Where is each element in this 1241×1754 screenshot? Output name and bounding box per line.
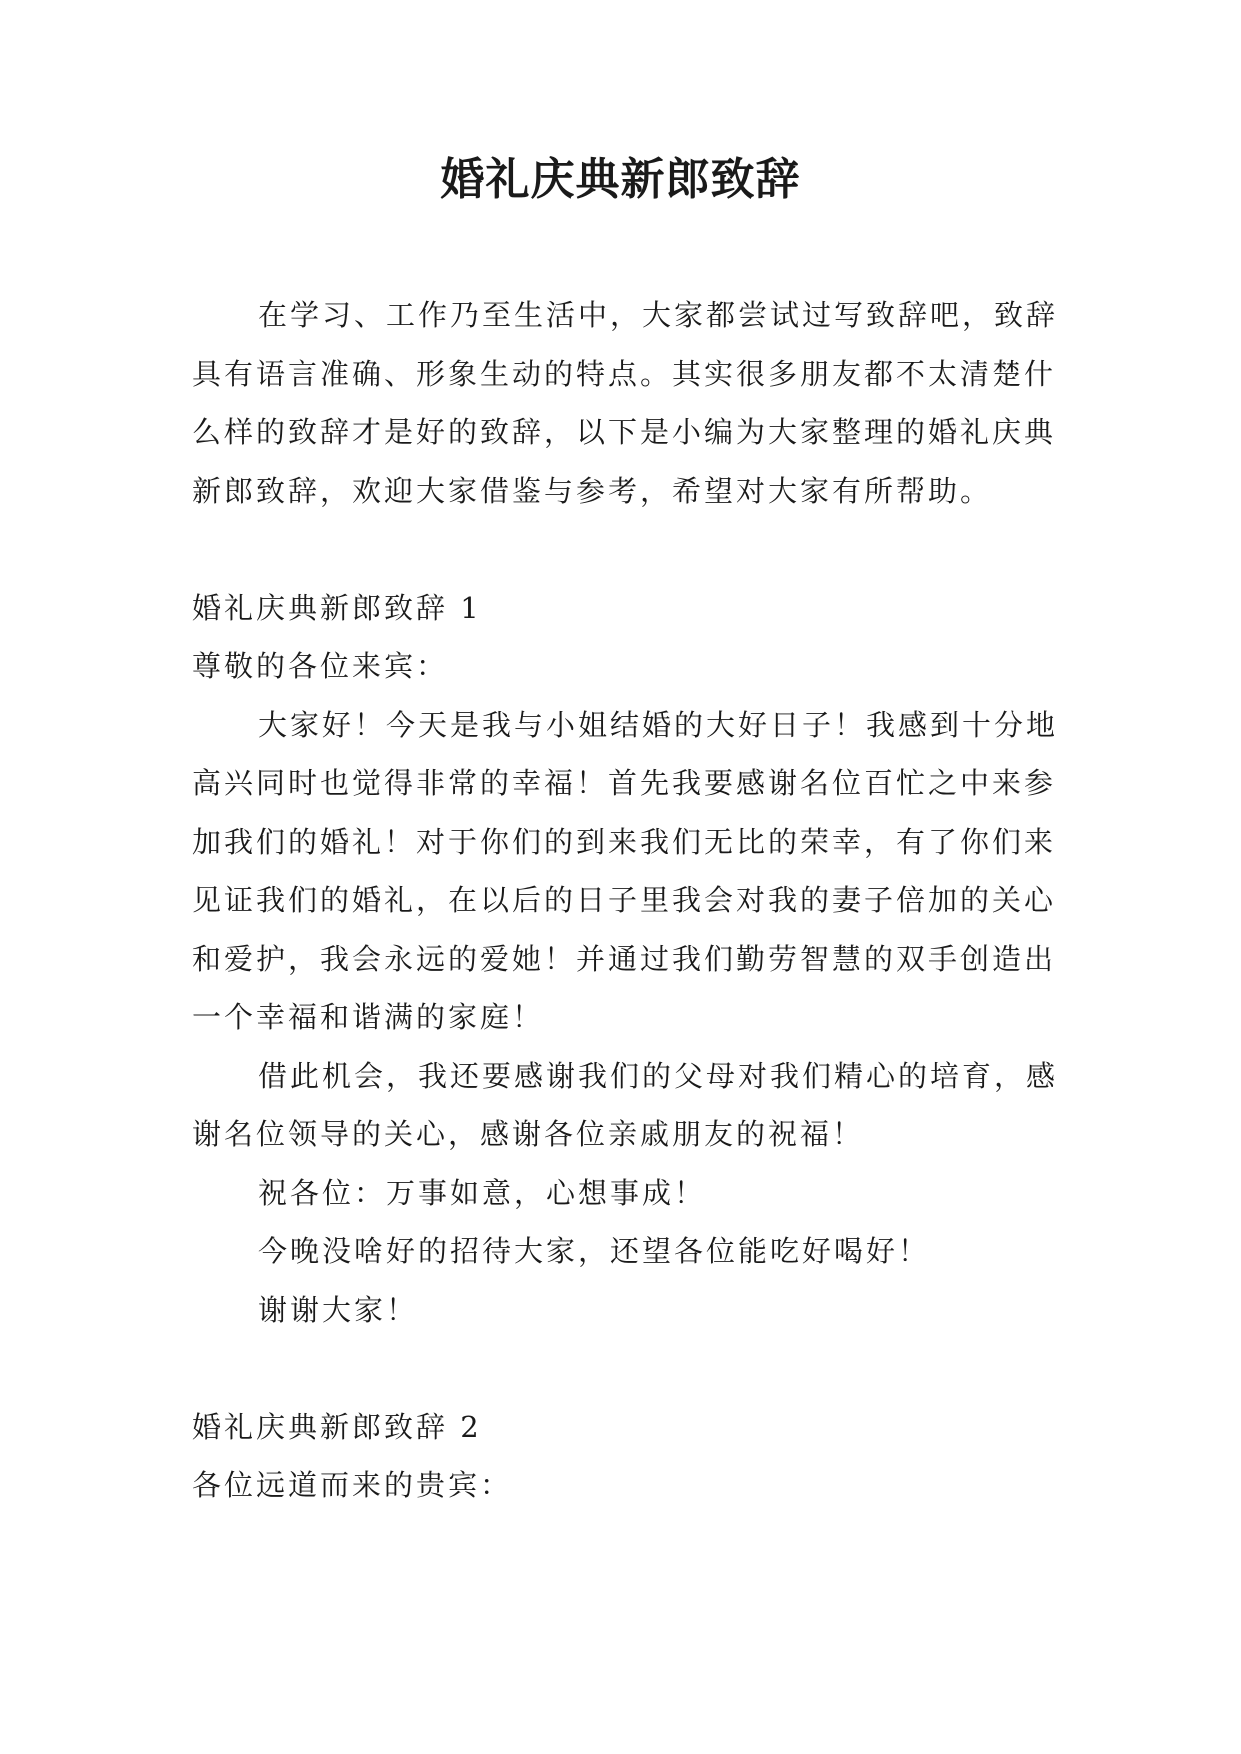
document-body [192,286,1072,1515]
body-paragraph: 谢谢大家！ [258,1292,419,1327]
spacer [192,1339,1072,1398]
intro-paragraph: 在学习、工作乃至生活中，大家都尝试过写致辞吧，致辞具有语言准确、形象生动的特点。其实很多朋友都不太清楚什么样的致辞才是好的致辞，以下是小编为大家整理的婚礼庆典新郎致辞，欢迎大家借鉴与参考，希望对大家有所帮助。 [192,298,1059,508]
body-paragraph: 祝各位：万事如意，心想事成！ [258,1175,707,1210]
page-title: 婚礼庆典新郎致辞 [440,154,801,205]
body-paragraph: 大家好！今天是我与小姐结婚的大好日子！我感到十分地高兴同时也觉得非常的幸福！首先我要感谢名位百忙之中来参加我们的婚礼！对于你们的到来我们无比的荣幸，有了你们来见证我们的婚礼，在以后的日子里我会对我的妻子倍加的关心和爱护，我会永远的爱她！并通过我们勤劳智慧的双手创造出一个幸福和谐满的家庭！ [192,707,1059,1034]
salutation: 尊敬的各位来宾： [192,649,449,683]
body-paragraph: 借此机会，我还要感谢我们的父母对我们精心的培育，感谢名位领导的关心，感谢各位亲戚朋友的祝福！ [192,1058,1059,1151]
section-heading: 婚礼庆典新郎致辞 2 [192,1409,482,1444]
spacer [192,520,1072,579]
body-paragraph: 今晚没啥好的招待大家，还望各位能吃好喝好！ [258,1234,931,1268]
salutation: 各位远道而来的贵宾： [192,1468,513,1502]
section-heading: 婚礼庆典新郎致辞 1 [192,590,482,625]
